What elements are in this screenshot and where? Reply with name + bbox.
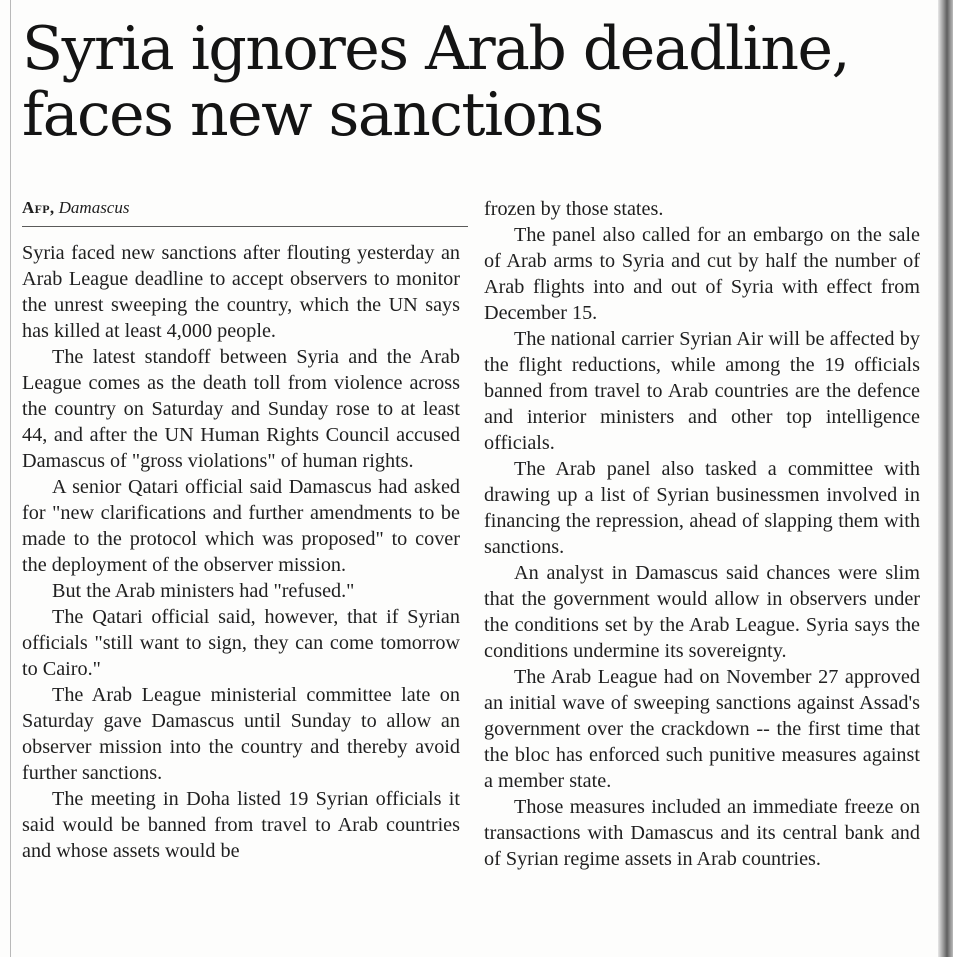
paragraph: The Arab League had on November 27 approved an initial wave of sweeping sanctions against Assad's government over the crackdown -- the first time that the bloc has enforced such punitive measures against a member state. — [484, 666, 920, 792]
paragraph: An analyst in Damascus said chances were slim that the government would allow in observers under the conditions set by the Arab League. Syria says the conditions undermine its sovereignty. — [484, 562, 920, 662]
paragraph: Those measures included an immediate freeze on transactions with Damascus and its central bank and of Syrian regime assets in Arab countries. — [484, 796, 920, 870]
column-rule — [10, 0, 11, 957]
article-column-1 — [22, 240, 460, 864]
paragraph: The latest standoff between Syria and the Arab League comes as the death toll from violence across the country on Saturday and Sunday rose to at least 44, and after the UN Human Rights Council accused Damascus of "gross violations" of human rights. — [22, 346, 460, 472]
paragraph: The Arab panel also tasked a committee with drawing up a list of Syrian businessmen involved in financing the repression, ahead of slapping them with sanctions. — [484, 458, 920, 558]
paragraph: But the Arab ministers had "refused." — [52, 580, 355, 602]
paragraph: The panel also called for an embargo on the sale of Arab arms to Syria and cut by half the number of Arab flights into and out of Syria with effect from December 15. — [484, 224, 920, 324]
article-column-2 — [484, 196, 920, 872]
headline-line-2: faces new sanctions — [22, 80, 603, 150]
byline — [22, 198, 462, 218]
headline — [22, 16, 937, 148]
paragraph: The national carrier Syrian Air will be affected by the flight reductions, while among the 19 officials banned from travel to Arab countries are the defence and interior ministers and other top intelligence officials. — [484, 328, 920, 454]
byline-agency: Afp, — [22, 198, 55, 217]
paragraph: The Qatari official said, however, that if Syrian officials "still want to sign, they can come tomorrow to Cairo." — [22, 606, 460, 680]
page-fold-shadow — [938, 0, 953, 957]
byline-divider — [22, 226, 468, 227]
paragraph: Syria faced new sanctions after flouting yesterday an Arab League deadline to accept observers to monitor the unrest sweeping the country, which the UN says has killed at least 4,000 people. — [22, 242, 460, 342]
paragraph: The meeting in Doha listed 19 Syrian officials it said would be banned from travel to Arab countries and whose assets would be — [22, 788, 460, 862]
byline-location: Damascus — [58, 198, 130, 217]
headline-line-1: Syria ignores Arab deadline, — [22, 14, 850, 84]
paragraph: A senior Qatari official said Damascus had asked for "new clarifications and further amendments to be made to the protocol which was proposed" to cover the deployment of the observer mission. — [22, 476, 460, 576]
paragraph: frozen by those states. — [484, 198, 664, 220]
paragraph: The Arab League ministerial committee late on Saturday gave Damascus until Sunday to allow an observer mission into the country and thereby avoid further sanctions. — [22, 684, 460, 784]
